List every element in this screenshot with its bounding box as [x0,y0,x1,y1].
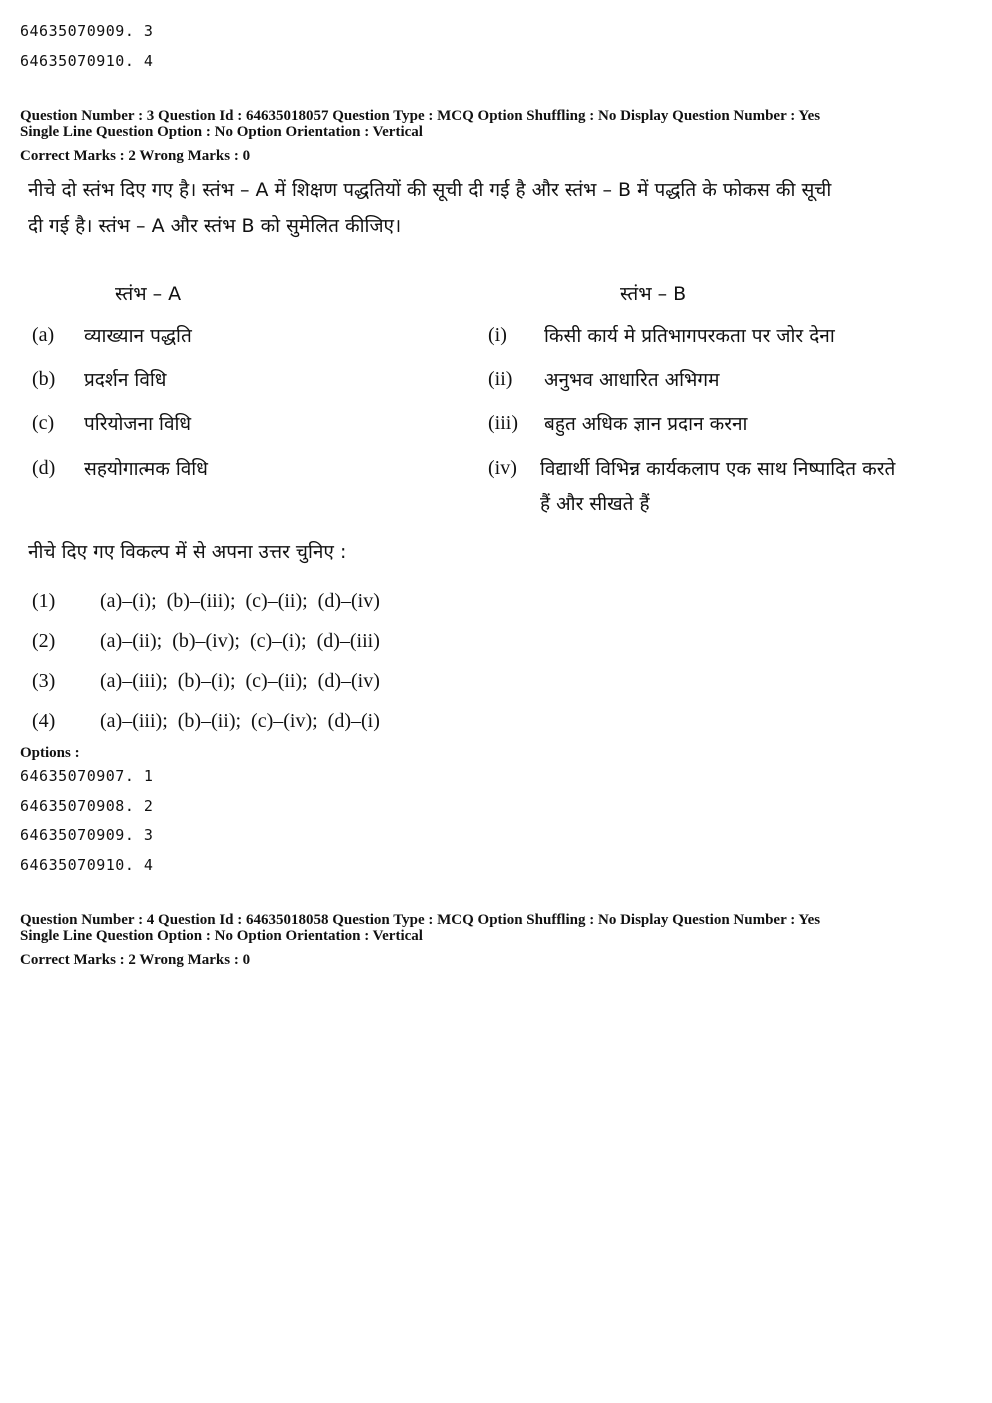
choose-prompt: नीचे दिए गए विकल्प में से अपना उत्तर चुनिए : [28,541,347,563]
question-meta-line: Question Number : 3 Question Id : 64635018057 Question Type : MCQ Option Shuffling : No Display Question Number : Yes [20,108,821,124]
choice-text: (a)–(ii); (b)–(iv); (c)–(i); (d)–(iii) [100,630,380,652]
choice-number: (4) [32,710,56,732]
choice-number: (1) [32,590,56,612]
question-text-line: दी गई है। स्तंभ – A और स्तंभ B को सुमेलित कीजिए। [28,215,402,237]
option-id: 64635070908. 2 [20,797,154,815]
prev-option-id: 64635070910. 4 [20,52,154,70]
option-id: 64635070909. 3 [20,826,154,844]
column-a-label: (b) [32,368,56,390]
choice-text: (a)–(iii); (b)–(i); (c)–(ii); (d)–(iv) [100,670,380,692]
column-b-heading: स्तंभ – B [620,283,687,305]
question-text-line: नीचे दो स्तंभ दिए गए है। स्तंभ – A में शिक्षण पद्धतियों की सूची दी गई है और स्तंभ – B में पद्धति के फोकस की सूची [28,179,832,201]
column-a-item: सहयोगात्मक विधि [84,458,208,480]
column-b-label: (iii) [488,412,518,434]
column-b-label: (iv) [488,457,517,479]
column-a-label: (a) [32,324,55,346]
column-b-item: किसी कार्य मे प्रतिभागपरकता पर जोर देना [544,325,835,347]
question-meta-line: Single Line Question Option : No Option Orientation : Vertical [20,124,423,140]
question-meta-line: Question Number : 4 Question Id : 64635018058 Question Type : MCQ Option Shuffling : No Display Question Number : Yes [20,912,821,928]
choice-number: (2) [32,630,56,652]
column-b-label: (i) [488,324,507,346]
column-b-item: बहुत अधिक ज्ञान प्रदान करना [544,413,748,435]
column-b-item: विद्यार्थी विभिन्न कार्यकलाप एक साथ निष्पादित करते [540,458,896,480]
column-a-heading: स्तंभ – A [115,283,182,305]
prev-option-id: 64635070909. 3 [20,22,154,40]
column-a-label: (c) [32,412,55,434]
column-a-item: प्रदर्शन विधि [84,369,167,391]
column-b-item: अनुभव आधारित अभिगम [544,369,720,391]
choice-text: (a)–(iii); (b)–(ii); (c)–(iv); (d)–(i) [100,710,380,732]
choice-text: (a)–(i); (b)–(iii); (c)–(ii); (d)–(iv) [100,590,380,612]
choice-number: (3) [32,670,56,692]
column-a-label: (d) [32,457,56,479]
column-b-label: (ii) [488,368,513,390]
option-id: 64635070907. 1 [20,767,154,785]
column-a-item: परियोजना विधि [84,413,192,435]
question-meta-line: Single Line Question Option : No Option Orientation : Vertical [20,928,423,944]
question-marks: Correct Marks : 2 Wrong Marks : 0 [20,952,251,968]
question-marks: Correct Marks : 2 Wrong Marks : 0 [20,148,251,164]
options-label: Options : [20,745,80,761]
column-a-item: व्याख्यान पद्धति [84,325,192,347]
column-b-item-continuation: हैं और सीखते हैं [540,493,650,515]
option-id: 64635070910. 4 [20,856,154,874]
